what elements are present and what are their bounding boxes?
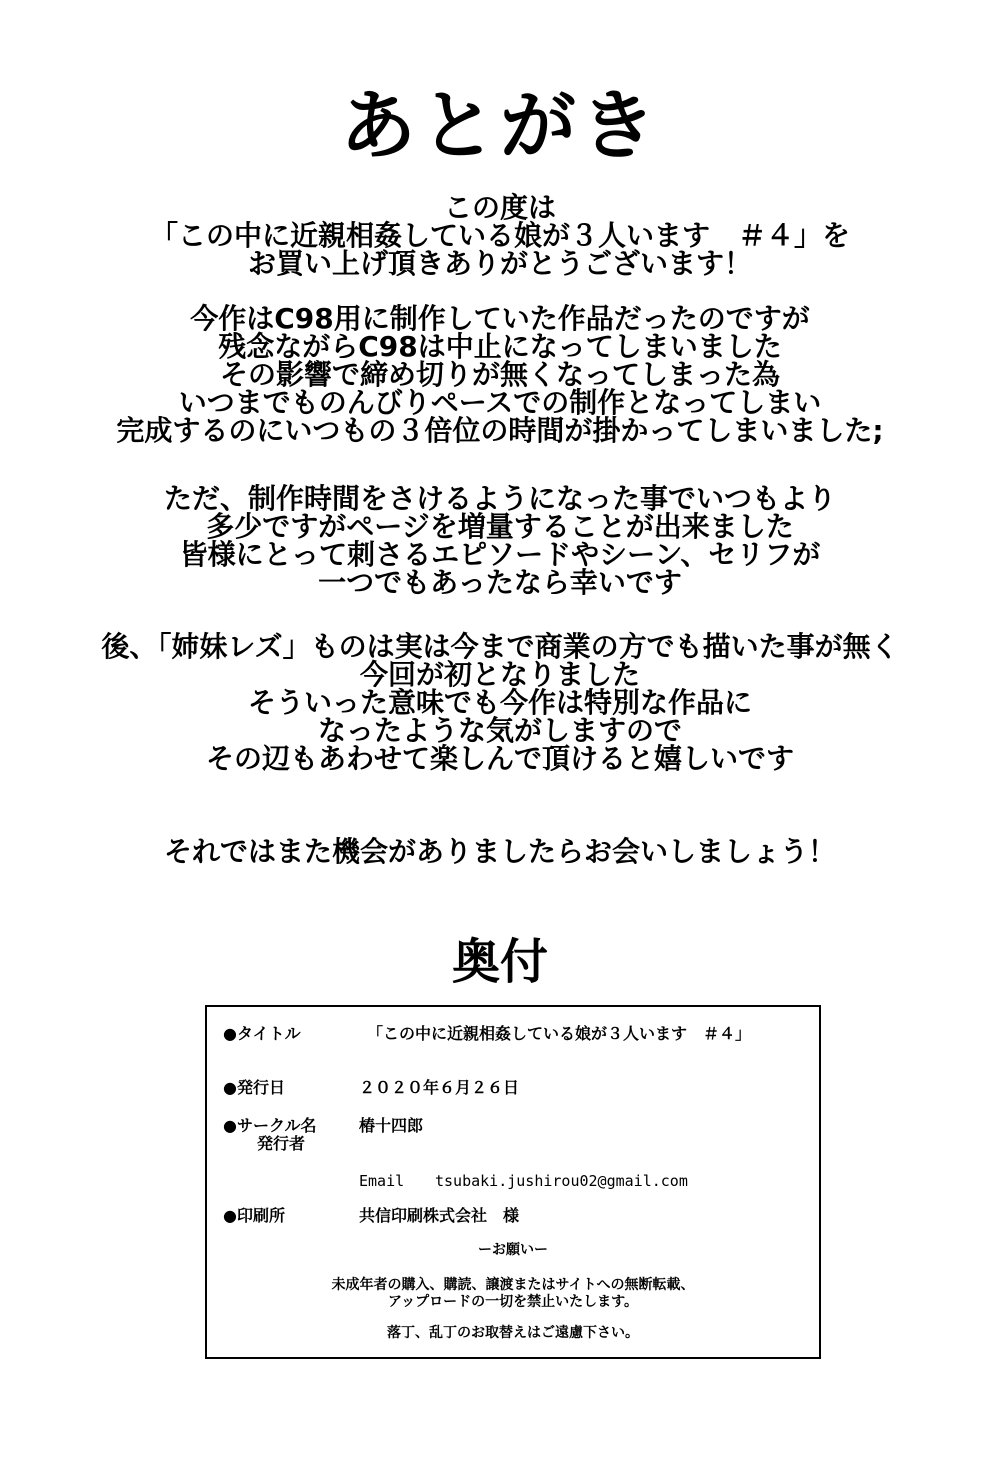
colophon-printer-value: 共信印刷株式会社 様 (359, 1206, 520, 1225)
colophon-email-label: Email (359, 1172, 405, 1190)
colophon-request-line: アップロードの一切を禁止いたします。 (388, 1294, 638, 1310)
colophon-request-text (207, 1277, 819, 1311)
afterword-paragraph-3 (0, 482, 1000, 599)
afterword-line: 今回が初となりました (359, 658, 640, 691)
afterword-line: 今作はC98用に制作していた作品だったのですが (190, 302, 810, 335)
afterword-paragraph-4 (0, 630, 1000, 775)
afterword-closing (0, 835, 1000, 868)
colophon-date-label: ●発行日 (223, 1078, 285, 1097)
afterword-line: 「この中に近親相姦している娘が３人います ＃４」を (149, 219, 850, 252)
colophon-title: 奥付 (451, 934, 548, 990)
afterword-line: その影響で締め切りが無くなってしまった為 (219, 358, 780, 391)
afterword-line: ただ、制作時間をさけるようになった事でいつもより (163, 482, 836, 515)
colophon-title-label: ●タイトル (223, 1024, 301, 1043)
afterword-paragraph-1 (0, 191, 1000, 280)
afterword-line: お買い上げ頂きありがとうございます！ (247, 247, 752, 280)
afterword-line: この度は (443, 191, 556, 224)
colophon-request-heading: ーお願いー (478, 1242, 548, 1258)
afterword-title: あとがき (340, 81, 660, 170)
colophon-replacement-note: 落丁、乱丁のお取替えはご遠慮下さい。 (387, 1325, 639, 1341)
afterword-line: 皆様にとって刺さるエピソードやシーン、セリフが (179, 538, 821, 571)
afterword-line: そういった意味でも今作は特別な作品に (247, 686, 752, 719)
afterword-line: 一つでもあったなら幸いです (318, 566, 682, 599)
afterword-line: その辺もあわせて楽しんで頂けると嬉しいです (205, 742, 794, 775)
colophon-publisher-label: 発行者 (257, 1134, 306, 1153)
colophon-circle-label: ●サークル名 (223, 1116, 317, 1135)
colophon-email-value: tsubaki.jushirou02@gmail.com (435, 1172, 688, 1190)
colophon-request-line: 未成年者の購入、購読、譲渡またはサイトへの無断転載、 (331, 1277, 695, 1293)
colophon-printer-label: ●印刷所 (223, 1206, 285, 1225)
afterword-line: 後、「姉妹レズ」ものは実は今まで商業の方でも描いた事が無く (101, 630, 899, 663)
colophon-box (205, 1005, 821, 1359)
afterword-line: 完成するのにいつもの３倍位の時間が掛かってしまいました; (116, 414, 884, 447)
afterword-line: 残念ながらC98は中止になってしまいました (218, 330, 782, 363)
afterword-line: なったような気がしますので (317, 714, 682, 747)
afterword-paragraph-2 (0, 302, 1000, 447)
colophon-date-value: ２０２０年６月２６日 (359, 1078, 520, 1097)
afterword-line: いつまでものんびりペースでの制作となってしまい (178, 386, 822, 419)
colophon-circle-value: 椿十四郎 (359, 1116, 424, 1135)
afterword-line: それではまた機会がありましたらお会いしましょう！ (163, 835, 836, 868)
afterword-line: 多少ですがページを増量することが出来ました (206, 510, 794, 543)
colophon-title-value: 「この中に近親相姦している娘が３人います ＃４」 (367, 1024, 752, 1043)
